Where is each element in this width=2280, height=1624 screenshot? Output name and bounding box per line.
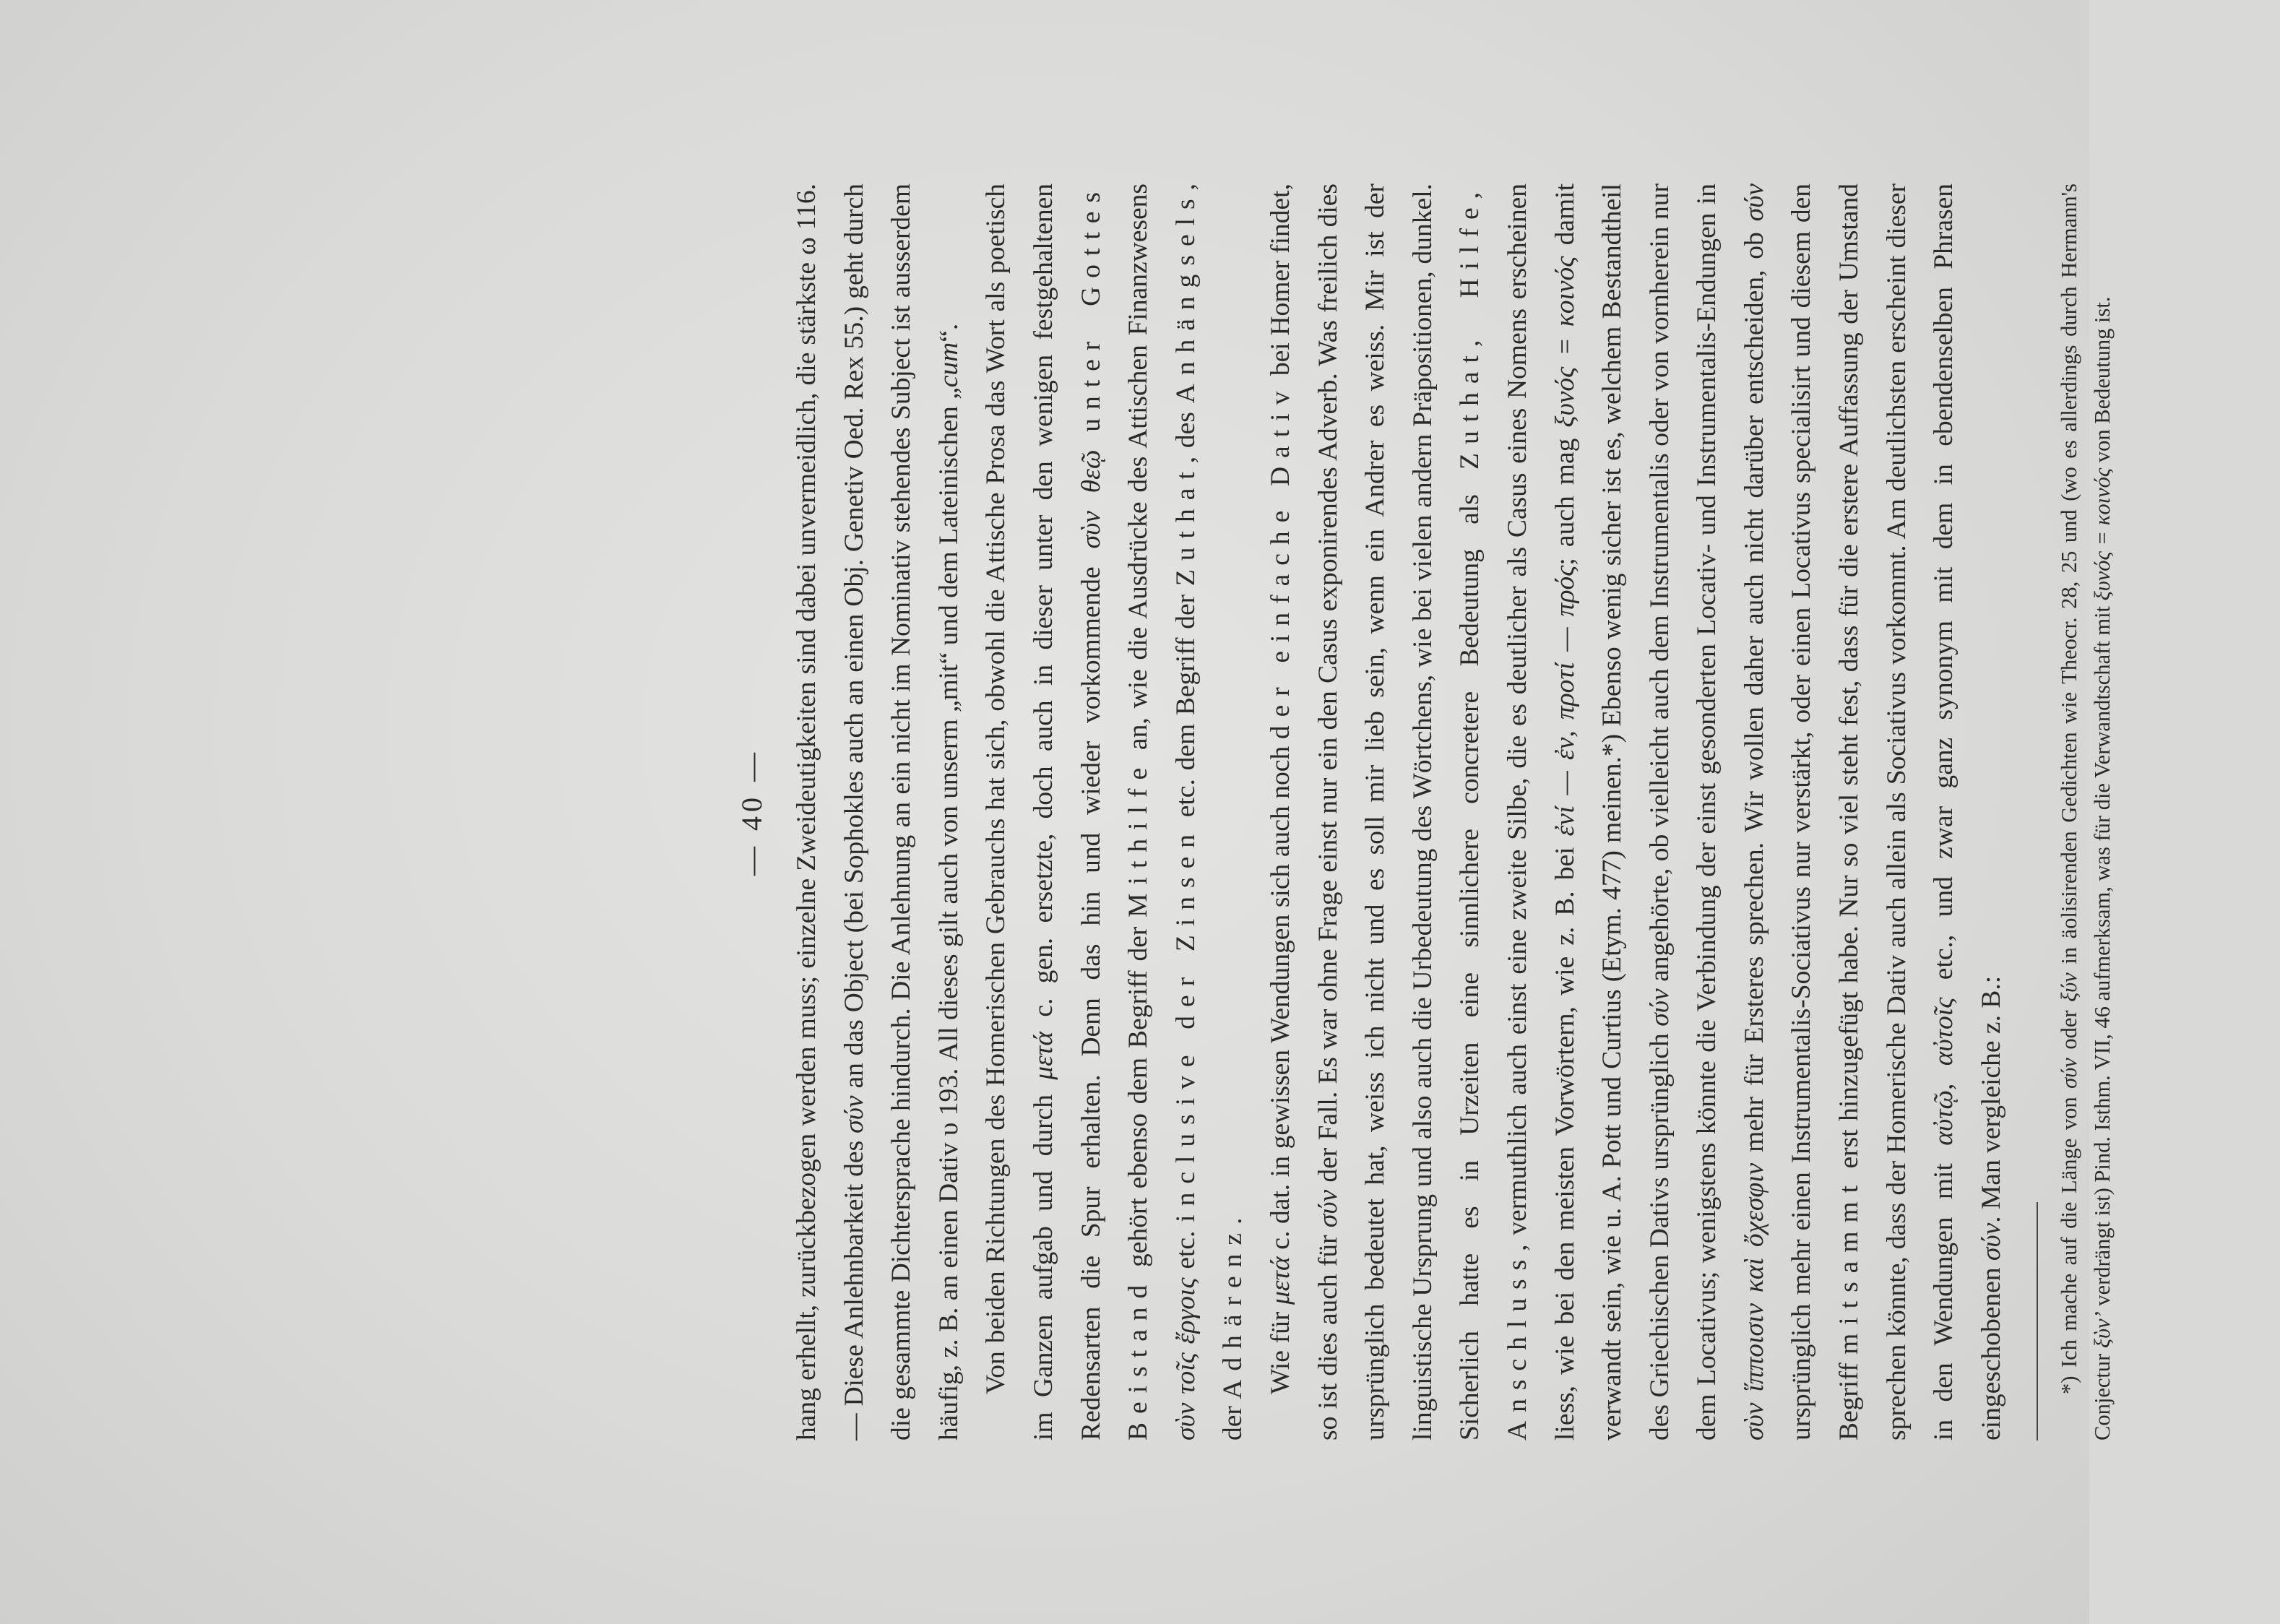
text-run: , vermuthlich auch einst eine zweite Silbe, die es deutlicher als Casus eines Nomens erscheinen liess, wie bei den meisten Vorwörtern, wie z. B. bei (1502, 183, 1580, 1441)
text-run: , des (1170, 403, 1201, 464)
paragraph-3 (1257, 183, 2016, 1441)
greek-term: μετά (1028, 1031, 1058, 1080)
text-run: verdrängt ist) Pind. Isthm. VII, 46 aufmerksam, was für die Verwandtschaft mit (2090, 600, 2115, 1312)
greek-term: ξύν (2057, 972, 2082, 1002)
text-run: etc., und zwar ganz synonym mit dem in ebendenselben Phrasen eingeschobenen (1929, 183, 2006, 1441)
text-run: . (1218, 1217, 1248, 1225)
greek-term: σύν (1313, 1189, 1343, 1228)
greek-term: σύν (1976, 1222, 2006, 1261)
text-run: erst hinzugefügt habe. Nur so viel steht fest, dass für die erstere Auffassung der Umstand sprechen könnte, dass der Homerische Dativ auch allein als Sociativus vorkommt. Am deutlichsten erscheint dieser in den Wendungen mit (1834, 183, 1959, 1441)
greek-term: σὺν τοῖς ἔργοις (1170, 1277, 1201, 1441)
text-run: bei Homer findet, so ist dies auch für (1265, 183, 1343, 1441)
text-run: etc. dem Begriff der (1170, 586, 1201, 826)
greek-term: σύν (1739, 183, 1769, 222)
text-run: c. gen. ersetzte, doch auch in dieser unter den wenigen festgehaltenen Redensarten die Spur erhalten. Denn das hin und wieder vorkommende (1028, 183, 1106, 1441)
text-run (1076, 432, 1106, 450)
greek-term: ξυνός = κοινός (1550, 256, 1580, 428)
page-body (734, 183, 2280, 1441)
text-run: von Bedeutung ist. (2090, 296, 2115, 468)
text-run: hang erhellt, zurückbezogen werden muss; einzelne Zweideutigkeiten sind dabei unvermeidlich, die stärkste ω 116. — Diese Anlehnbarkeit des (792, 183, 869, 1441)
greek-term: ἐνί — ἐν, προτί — πρός (1550, 565, 1580, 837)
text-run: in äolisirenden Gedichten wie Theocr. 28, 25 und (wo es allerdings durch Hermann's Conjectur (2057, 183, 2115, 1441)
text-run: gehört ebenso dem Begriff der (1123, 917, 1154, 1277)
greek-term: αὐτῷ, αὐτοῖς (1929, 997, 1959, 1146)
spaced-emphasis: inclusive der Zinsen (1170, 826, 1201, 1222)
text-run: . Man vergleiche z. B.: (1976, 975, 2006, 1223)
text-run: ursprünglich mehr einen Instrumentalis-Sociativus nur verstärkt, oder einen Locativus specialisirt und diesem den Begriff (1787, 183, 1865, 1441)
greek-term: σὺν θεῷ (1076, 449, 1106, 549)
text-run: ; auch mag (1550, 427, 1580, 566)
text-run: Wie für (1265, 1305, 1295, 1394)
text-run: Von beiden Richtungen des Homerischen Gebrauchs hat sich, obwohl die Attische Prosa das Wort als poetisch im Ganzen aufgab und durch (981, 183, 1058, 1441)
greek-term: σύν (839, 1095, 869, 1133)
paragraph-2 (972, 183, 1257, 1441)
spaced-emphasis: Mithilfe (1123, 759, 1154, 917)
greek-term: μετά (1265, 1256, 1295, 1305)
text-run: , der (1170, 183, 1248, 1441)
spaced-emphasis: Adhärenz (1218, 1224, 1248, 1399)
spaced-emphasis: Anhängsels (1170, 190, 1201, 404)
text-run: oder (2057, 1001, 2082, 1058)
greek-term: ξὺν’ (2090, 1311, 2115, 1349)
text-run: damit verwandt sein, wie u. A. Pott und Curtius (Etym. 477) meinen.*) Ebenso wenig sicher ist es, welchem Bestandtheil des Griechischen Dativs ursprünglich (1550, 183, 1675, 1441)
text-run: an, wie die Ausdrücke des Attischen Finanzwesens (1123, 183, 1154, 759)
page-number: — 40 — (735, 748, 768, 876)
text-run: der Fall. Es war ohne Frage einst nur ein den Casus exponirendes Adverb. Was freilich dies ursprünglich bedeutet hat, weiss ich nicht und es soll mir lieb sein, wenn ein Andrer es weiss. Mir ist der linguistische Ursprung und also auch die Urbedeutung des Wörtchens, wie bei vielen andern Präpositionen, dunkel. Sicherlich hatte es in Urzeiten eine sinnlichere concretere Bedeutung als (1313, 183, 1485, 1441)
text-run: angehörte, ob vielleicht auch dem Instrumentalis oder von vornherein nur dem Locativus; wenigstens könnte die Verbindung der einst gesonderten Locativ- und Instrumentalis-Endungen in (1644, 183, 1722, 1441)
spaced-emphasis: Zuthat, Hilfe, Anschluss (1455, 183, 1532, 1441)
text-run: “. (933, 323, 964, 342)
text-run: c. dat. in gewissen Wendungen sich auch noch (1265, 739, 1295, 1257)
spaced-emphasis: Zuthat (1170, 463, 1201, 587)
greek-term: σύν (1644, 988, 1675, 1027)
text-run: *) Ich mache auf die Länge von (2057, 1088, 2082, 1394)
spaced-emphasis: unter Gottes Beistand (1076, 183, 1154, 1441)
greek-term: cum (933, 342, 964, 388)
footnote-divider (2037, 1202, 2038, 1441)
text-run: mehr für Ersteres sprechen. Wir wollen daher auch nicht darüber entscheiden, ob (1739, 221, 1769, 1163)
greek-term: σὺν ἵπποισιν καὶ ὄχεσφιν (1739, 1162, 1769, 1441)
greek-term: σύν (2057, 1058, 2082, 1089)
spaced-emphasis: mitsammt (1834, 1176, 1865, 1355)
text-run: etc. (1170, 1222, 1201, 1278)
spaced-emphasis: der einfache Dativ (1265, 382, 1295, 740)
greek-term: ξυνός = κοινός (2090, 467, 2115, 601)
footnote (2052, 183, 2119, 1441)
paragraph-1 (783, 183, 972, 1441)
text-run: an das Object (bei Sophokles auch an einen Obj. Genetiv Oed. Rex 55.) geht durch die gesammte Dichtersprache hindurch. Die Anlehnung an ein nicht im Nominativ stehendes Subject ist ausserdem häufig, z. B. an einen Dativ υ 193. All dieses gilt auch von unserm „mit“ und dem Lateinischen „ (839, 183, 964, 1441)
